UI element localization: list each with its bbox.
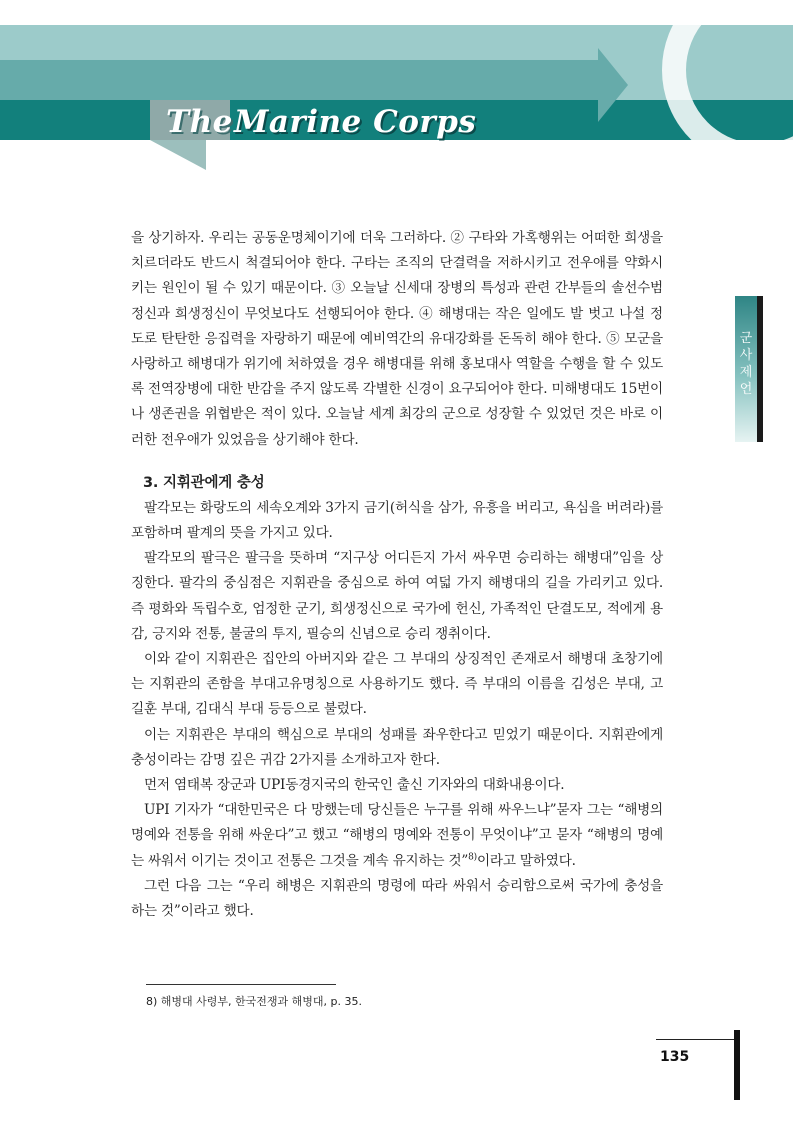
footnote: 8) 해병대 사령부, 한국전쟁과 해병대, p. 35. (146, 995, 362, 1008)
side-tab-glyph: 언 (739, 382, 753, 397)
side-tab-glyph: 사 (739, 348, 753, 363)
brand-the: The (166, 104, 233, 140)
paragraph-3: 팔각모의 팔극은 팔극을 뜻하며 “지구상 어디든지 가서 싸우면 승리하는 해병대”임을 상징한다. 팔각의 중심점은 지휘관을 중심으로 하여 여덟 가지 해병대의 길을 가리키고 있다. 즉 평화와 독립수호, 엄정한 군기, 희생정신으로 국가에 헌신, 가족적인 단결도모, 적에게 용감, 긍지와 전통, 불굴의 투지, 필승의 신념으로 승리 쟁취이다. (131, 550, 663, 642)
paragraph-6: 먼저 염태복 장군과 UPI동경지국의 한국인 출신 기자와의 대화내용이다. (144, 777, 565, 794)
brand-marine-corps: Marine Corps (234, 104, 477, 140)
side-tab-bar (757, 296, 763, 442)
paragraph-8: 그런 다음 그는 “우리 해병은 지휘관의 명령에 따라 싸워서 승리함으로써 국가에 충성을 하는 것”이라고 했다. (131, 877, 663, 920)
paragraph-7-text-a: UPI 기자가 “대한민국은 다 망했는데 당신들은 누구를 위해 싸우느냐”묻자 그는 “해병의 명예와 전통을 위해 싸운다”고 했고 “해병의 명예와 전통이 무엇이냐”고 묻자 “해병의 명예는 싸워서 이기는 것이고 전통은 그것을 계속 유지하는 것” (131, 802, 663, 869)
footnote-divider (146, 984, 336, 985)
page-number: 135 (660, 1049, 690, 1065)
article-body (131, 226, 663, 924)
paragraph-4: 이와 같이 지휘관은 집안의 아버지와 같은 그 부대의 상징적인 존재로서 해병대 초창기에는 지휘관의 존함을 부대고유명칭으로 사용하기도 했다. 즉 부대의 이름을 김성은 부대, 고길훈 부대, 김대식 부대 등등으로 불렀다. (131, 651, 663, 718)
paragraph-5: 이는 지휘관은 부대의 핵심으로 부대의 성패를 좌우한다고 믿었기 때문이다. 지휘관에게 충성이라는 감명 깊은 귀감 2가지를 소개하고자 한다. (131, 726, 663, 768)
page-edge-bar (734, 1030, 740, 1100)
paragraph-7 (131, 798, 663, 874)
header-banner (0, 0, 793, 200)
side-tab (735, 296, 757, 442)
footnote-ref: 8) (468, 852, 477, 863)
paragraph-2: 팔각모는 화랑도의 세속오계와 3가지 금기(허식을 삼가, 유흥을 버리고, 욕심을 버려라)를 포함하며 팔계의 뜻을 가지고 있다. (131, 499, 663, 542)
paragraph-7-text-b: 이라고 말하였다. (477, 852, 576, 869)
side-tab-label (735, 330, 757, 398)
banner-wedge (150, 140, 206, 170)
page-number-rule (656, 1039, 738, 1040)
side-tab-glyph: 군 (739, 331, 753, 346)
side-tab-glyph: 제 (739, 365, 753, 380)
section-heading: 3. 지휘관에게 충성 (143, 474, 265, 491)
paragraph-1: 을 상기하자. 우리는 공동운명체이기에 더욱 그러하다. ② 구타와 가혹행위는 어떠한 희생을 치르더라도 반드시 척결되어야 한다. 구타는 조직의 단결력을 저하시키고 전우애를 약화시키는 원인이 될 수 있기 때문이다. ③ 오늘날 신세대 장병의 특성과 관련 간부들의 솔선수범 정신과 희생정신이 무엇보다도 선행되어야 한다. ④ 해병대는 작은 일에도 발 벗고 나설 정도로 탄탄한 응집력을 자랑하기 때문에 예비역간의 유대강화를 돈독히 해야 한다. ⑤ 모군을 사랑하고 해병대가 위기에 처하였을 경우 해병대를 위해 홍보대사 역할을 수행을 할 수 있도록 전역장병에 대한 반감을 주지 않도록 각별한 신경이 요구되어야 한다. 미해병대도 15번이나 생존권을 위협받은 적이 있다. 오늘날 세계 최강의 군으로 성장할 수 있었던 것은 바로 이러한 전우애가 있었음을 상기해야 한다. (131, 230, 663, 448)
